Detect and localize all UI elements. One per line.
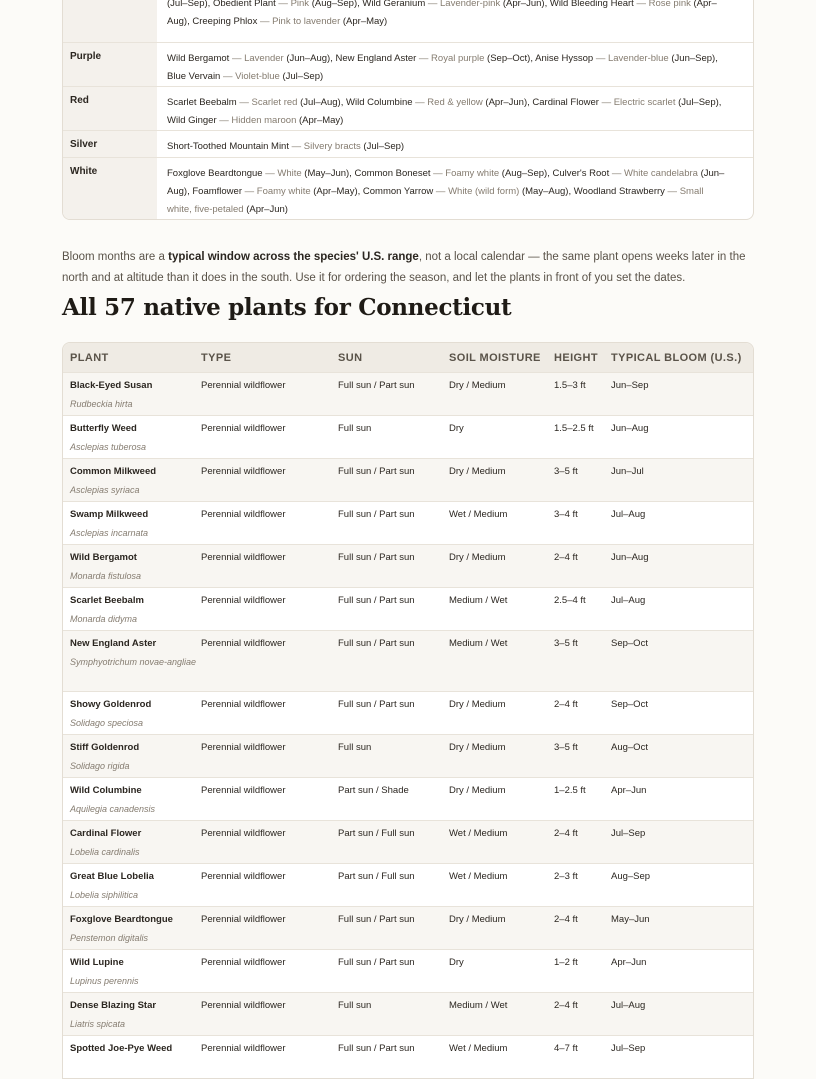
color-plants-line (167, 138, 743, 156)
plant-entry: (Jun–Aug), (286, 53, 336, 64)
plant-bloom: Aug–Oct (611, 742, 648, 753)
plant-type: Perennial wildflower (201, 1000, 286, 1011)
plant-bloom: Jul–Aug (611, 509, 646, 520)
plant-entry: (Sep–Oct), (487, 53, 536, 64)
color-plants-line (167, 13, 743, 31)
plant-cell (63, 545, 201, 587)
plant-name[interactable]: New England Aster (70, 638, 157, 649)
plant-table-header (63, 343, 753, 372)
color-plants (157, 131, 753, 157)
plant-scientific-name: Symphyotrichum novae-angliae (70, 657, 197, 667)
plant-soil-moisture: Dry / Medium (449, 552, 506, 563)
plant-name[interactable]: Wild Bergamot (70, 552, 137, 563)
plant-color-desc: — Small (664, 186, 704, 197)
bloom-note-bold: typical window across the species' U.S. range (168, 250, 419, 263)
plant-cell (63, 588, 201, 630)
plant-name[interactable]: Black-Eyed Susan (70, 380, 153, 391)
plant-type: Perennial wildflower (201, 828, 286, 839)
color-row (63, 157, 753, 219)
plant-scientific-name: Lobelia cardinalis (70, 847, 140, 857)
plant-cell (63, 821, 201, 863)
plant-soil-moisture: Medium / Wet (449, 638, 508, 649)
plant-entry: (May–Aug), (521, 186, 574, 197)
plant-scientific-name: Liatris spicata (70, 1019, 126, 1029)
table-row[interactable] (63, 587, 753, 630)
plant-cell (63, 1036, 201, 1078)
plant-sun: Part sun / Full sun (338, 828, 415, 839)
plant-height: 1.5–2.5 ft (554, 423, 594, 434)
plant-sun: Full sun / Part sun (338, 466, 415, 477)
plant-cell (63, 864, 201, 906)
plant-color-desc: — Royal purple (416, 53, 488, 64)
plant-bloom: Aug–Sep (611, 871, 651, 882)
plant-entry: Common Yarrow (362, 186, 434, 197)
plant-cell (63, 907, 201, 949)
plant-sun: Full sun (338, 742, 372, 753)
plant-name[interactable]: Showy Goldenrod (70, 699, 152, 710)
header-height[interactable]: HEIGHT (554, 351, 598, 364)
plant-color-desc: — Lavender (229, 53, 287, 64)
plant-bloom: Jun–Aug (611, 552, 649, 563)
plant-scientific-name: Penstemon digitalis (70, 933, 149, 943)
plant-name[interactable]: Stiff Goldenrod (70, 742, 140, 753)
color-plants-line (167, 183, 743, 201)
color-name: Purple (63, 43, 157, 86)
plant-name[interactable]: Butterfly Weed (70, 423, 137, 434)
plant-entry: (Apr–May) (299, 115, 344, 126)
table-row[interactable] (63, 630, 753, 691)
plant-entry: Obedient Plant (212, 0, 276, 9)
plant-name[interactable]: Common Milkweed (70, 466, 157, 477)
plant-scientific-name: Rudbeckia hirta (70, 399, 133, 409)
color-name (63, 0, 157, 42)
plant-entry: Blue Vervain (167, 71, 221, 82)
bloom-note (62, 247, 752, 289)
plant-soil-moisture: Medium / Wet (449, 595, 508, 606)
plant-cell (63, 778, 201, 820)
plant-color-desc: — Foamy white (430, 168, 502, 179)
plant-color-desc: — Red & yellow (412, 97, 486, 108)
plant-height: 2.5–4 ft (554, 595, 586, 606)
plant-soil-moisture: Dry / Medium (449, 699, 506, 710)
plant-height: 3–5 ft (554, 466, 578, 477)
plant-sun: Part sun / Full sun (338, 871, 415, 882)
plant-entry: Woodland Strawberry (573, 186, 665, 197)
plant-height: 3–5 ft (554, 742, 578, 753)
plant-entry: (Jul–Sep) (282, 71, 324, 82)
plant-scientific-name: Monarda fistulosa (70, 571, 142, 581)
plant-bloom: Jun–Aug (611, 423, 649, 434)
plant-color-desc: white, five-petaled (167, 204, 247, 215)
plant-name[interactable]: Scarlet Beebalm (70, 595, 144, 606)
color-plants-line (167, 0, 743, 13)
plant-entry: (Apr–May) (342, 16, 388, 27)
plant-color-desc: — Scarlet red (236, 97, 301, 108)
plant-entry: Short-Toothed Mountain Mint (167, 141, 289, 152)
plant-soil-moisture: Dry / Medium (449, 785, 506, 796)
plant-cell (63, 692, 201, 734)
plant-entry: (Jul–Sep), (678, 97, 722, 108)
plant-scientific-name: Monarda didyma (70, 614, 138, 624)
table-row[interactable] (63, 992, 753, 1035)
color-row (63, 42, 753, 86)
plant-bloom: Apr–Jun (611, 957, 647, 968)
plant-name[interactable]: Wild Lupine (70, 957, 124, 968)
plant-sun: Full sun / Part sun (338, 957, 415, 968)
plant-bloom: Jul–Sep (611, 828, 646, 839)
plant-name[interactable]: Foxglove Beardtongue (70, 914, 173, 925)
section-heading: All 57 native plants for Connecticut (62, 294, 512, 321)
color-plants-line (167, 165, 743, 183)
plant-entry: Wild Bergamot (167, 53, 230, 64)
plant-entry: Anise Hyssop (535, 53, 594, 64)
plant-height: 3–4 ft (554, 509, 578, 520)
plant-soil-moisture: Dry (449, 957, 464, 968)
color-name: White (63, 158, 157, 219)
color-plants-line (167, 112, 743, 130)
plant-name[interactable]: Great Blue Lobelia (70, 871, 154, 882)
plant-entry: (Jul–Sep), (167, 0, 213, 9)
plant-name[interactable]: Wild Columbine (70, 785, 142, 796)
plant-sun: Full sun / Part sun (338, 509, 415, 520)
plant-height: 2–4 ft (554, 914, 578, 925)
plant-entry: (Jul–Sep) (363, 141, 405, 152)
plant-bloom: Jul–Sep (611, 1043, 646, 1054)
plant-sun: Part sun / Shade (338, 785, 409, 796)
plant-soil-moisture: Wet / Medium (449, 509, 508, 520)
plant-scientific-name: Lobelia siphilitica (70, 890, 139, 900)
plant-bloom: Sep–Oct (611, 699, 648, 710)
plant-color-desc: — White candelabra (609, 168, 701, 179)
plant-type: Perennial wildflower (201, 552, 286, 563)
bloom-note-before: Bloom months are a (62, 250, 169, 263)
table-row[interactable] (63, 415, 753, 458)
plant-name[interactable]: Spotted Joe-Pye Weed (70, 1043, 173, 1054)
color-table (62, 0, 754, 220)
plant-table (62, 342, 754, 1079)
plant-height: 1–2.5 ft (554, 785, 586, 796)
plant-bloom: Apr–Jun (611, 785, 647, 796)
plant-type: Perennial wildflower (201, 595, 286, 606)
plant-name[interactable]: Dense Blazing Star (70, 1000, 157, 1011)
color-plants-line (167, 94, 743, 112)
plant-color-desc: — White (wild form) (433, 186, 522, 197)
plant-entry: (Apr– (693, 0, 717, 9)
plant-type: Perennial wildflower (201, 638, 286, 649)
color-name: Red (63, 87, 157, 130)
table-row[interactable] (63, 372, 753, 415)
color-plants-line (167, 201, 743, 219)
plant-height: 4–7 ft (554, 1043, 578, 1054)
plant-bloom: Jun–Jul (611, 466, 644, 477)
plant-color-desc: — Foamy white (241, 186, 314, 197)
plant-soil-moisture: Dry (449, 423, 464, 434)
plant-scientific-name: Solidago speciosa (70, 718, 144, 728)
plant-entry: New England Aster (335, 53, 417, 64)
plant-type: Perennial wildflower (201, 1043, 286, 1054)
color-row (63, 130, 753, 157)
color-plants-line (167, 68, 743, 86)
plant-height: 2–4 ft (554, 828, 578, 839)
plant-entry: Wild Ginger (167, 115, 217, 126)
plant-entry: (Apr–May), (313, 186, 363, 197)
plant-sun: Full sun (338, 1000, 372, 1011)
plant-entry: (May–Jun), (304, 168, 355, 179)
plant-height: 2–4 ft (554, 552, 578, 563)
plant-cell (63, 459, 201, 501)
table-row[interactable] (63, 777, 753, 820)
plant-entry: Foxglove Beardtongue (167, 168, 263, 179)
plant-color-desc: — White (262, 168, 305, 179)
plant-color-desc: — Rose pink (633, 0, 694, 9)
plant-sun: Full sun / Part sun (338, 914, 415, 925)
plant-scientific-name: Lupinus perennis (70, 976, 139, 986)
plant-entry: (Jul–Aug), (300, 97, 346, 108)
header-type[interactable]: TYPE (201, 351, 232, 364)
plant-type: Perennial wildflower (201, 871, 286, 882)
plant-entry: Aug), (167, 16, 193, 27)
plant-height: 2–4 ft (554, 699, 578, 710)
plant-entry: (Jun– (700, 168, 725, 179)
color-plants (157, 0, 753, 42)
plant-type: Perennial wildflower (201, 380, 286, 391)
plant-type: Perennial wildflower (201, 423, 286, 434)
header-bloom[interactable]: TYPICAL BLOOM (U.S.) (611, 351, 742, 364)
plant-entry: Wild Columbine (346, 97, 413, 108)
plant-type: Perennial wildflower (201, 509, 286, 520)
plant-sun: Full sun / Part sun (338, 552, 415, 563)
plant-scientific-name: Solidago rigida (70, 761, 130, 771)
plant-height: 1–2 ft (554, 957, 578, 968)
plant-cell (63, 502, 201, 544)
plant-color-desc: — Pink (275, 0, 312, 9)
plant-color-desc: — Electric scarlet (598, 97, 679, 108)
plant-sun: Full sun / Part sun (338, 638, 415, 649)
header-sun[interactable]: SUN (338, 351, 363, 364)
plant-height: 2–3 ft (554, 871, 578, 882)
color-plants (157, 87, 753, 130)
plant-cell (63, 373, 201, 415)
plant-entry: Foamflower (192, 186, 242, 197)
plant-color-desc: — Violet-blue (220, 71, 283, 82)
color-plants (157, 158, 753, 219)
plant-bloom: Jul–Aug (611, 1000, 646, 1011)
color-plants (157, 43, 753, 86)
plant-cell (63, 993, 201, 1035)
color-row (63, 86, 753, 130)
plant-soil-moisture: Medium / Wet (449, 1000, 508, 1011)
plant-entry: Common Boneset (354, 168, 431, 179)
plant-scientific-name: Asclepias tuberosa (70, 442, 147, 452)
color-row (63, 0, 753, 42)
table-row[interactable] (63, 949, 753, 992)
plant-color-desc: — Hidden maroon (216, 115, 299, 126)
plant-type: Perennial wildflower (201, 742, 286, 753)
plant-color-desc: — Lavender-blue (593, 53, 672, 64)
plant-entry: Creeping Phlox (192, 16, 258, 27)
plant-entry: (Aug–Sep), (311, 0, 363, 9)
table-row[interactable] (63, 691, 753, 734)
plant-entry: Cardinal Flower (532, 97, 599, 108)
bloom-note-after: , not a local calendar — the same plant opens weeks later in the north and at altitude than it does in the south. Use it for ordering the season, and let the plants in front of you set the dates. (62, 250, 746, 284)
plant-cell (63, 631, 201, 691)
table-row[interactable] (63, 501, 753, 544)
plant-type: Perennial wildflower (201, 466, 286, 477)
plant-soil-moisture: Dry / Medium (449, 742, 506, 753)
color-name: Silver (63, 131, 157, 157)
header-plant[interactable]: PLANT (70, 351, 109, 364)
plant-soil-moisture: Wet / Medium (449, 871, 508, 882)
plant-entry: Scarlet Beebalm (167, 97, 237, 108)
plant-entry: (Apr–Jun), (502, 0, 550, 9)
plant-cell (63, 416, 201, 458)
table-row[interactable] (63, 863, 753, 906)
plant-soil-moisture: Dry / Medium (449, 466, 506, 477)
plant-soil-moisture: Dry / Medium (449, 380, 506, 391)
plant-entry: (Aug–Sep), (501, 168, 553, 179)
plant-entry: (Jun–Sep), (671, 53, 718, 64)
plant-soil-moisture: Dry / Medium (449, 914, 506, 925)
plant-color-desc: — Lavender-pink (425, 0, 503, 9)
table-row[interactable] (63, 458, 753, 501)
table-row[interactable] (63, 734, 753, 777)
plant-bloom: Sep–Oct (611, 638, 648, 649)
plant-name[interactable]: Cardinal Flower (70, 828, 142, 839)
plant-sun: Full sun (338, 423, 372, 434)
plant-sun: Full sun / Part sun (338, 380, 415, 391)
plant-entry: (Apr–Jun), (485, 97, 533, 108)
plant-bloom: Jun–Sep (611, 380, 649, 391)
plant-type: Perennial wildflower (201, 957, 286, 968)
plant-color-desc: — Pink to lavender (257, 16, 343, 27)
header-soil-moisture[interactable]: SOIL MOISTURE (449, 351, 541, 364)
plant-type: Perennial wildflower (201, 914, 286, 925)
plant-bloom: May–Jun (611, 914, 650, 925)
plant-cell (63, 950, 201, 992)
plant-height: 1.5–3 ft (554, 380, 586, 391)
plant-sun: Full sun / Part sun (338, 595, 415, 606)
plant-scientific-name: Asclepias syriaca (70, 485, 140, 495)
plant-name[interactable]: Swamp Milkweed (70, 509, 149, 520)
plant-cell (63, 735, 201, 777)
plant-bloom: Jul–Aug (611, 595, 646, 606)
plant-entry: Culver's Root (552, 168, 610, 179)
plant-table-body (63, 372, 753, 1078)
plant-sun: Full sun / Part sun (338, 699, 415, 710)
plant-height: 2–4 ft (554, 1000, 578, 1011)
plant-type: Perennial wildflower (201, 785, 286, 796)
plant-entry: Wild Geranium (362, 0, 426, 9)
plant-entry: (Apr–Jun) (246, 204, 288, 215)
plant-type: Perennial wildflower (201, 699, 286, 710)
table-row[interactable] (63, 544, 753, 587)
plant-entry: Wild Bleeding Heart (549, 0, 634, 9)
table-row[interactable] (63, 820, 753, 863)
plant-sun: Full sun / Part sun (338, 1043, 415, 1054)
color-plants-line (167, 50, 743, 68)
plant-soil-moisture: Wet / Medium (449, 1043, 508, 1054)
plant-entry: Aug), (167, 186, 193, 197)
plant-scientific-name: Aquilegia canadensis (70, 804, 156, 814)
plant-height: 3–5 ft (554, 638, 578, 649)
table-row[interactable] (63, 1035, 753, 1078)
plant-color-desc: — Silvery bracts (288, 141, 364, 152)
plant-scientific-name: Asclepias incarnata (70, 528, 149, 538)
table-row[interactable] (63, 906, 753, 949)
plant-soil-moisture: Wet / Medium (449, 828, 508, 839)
